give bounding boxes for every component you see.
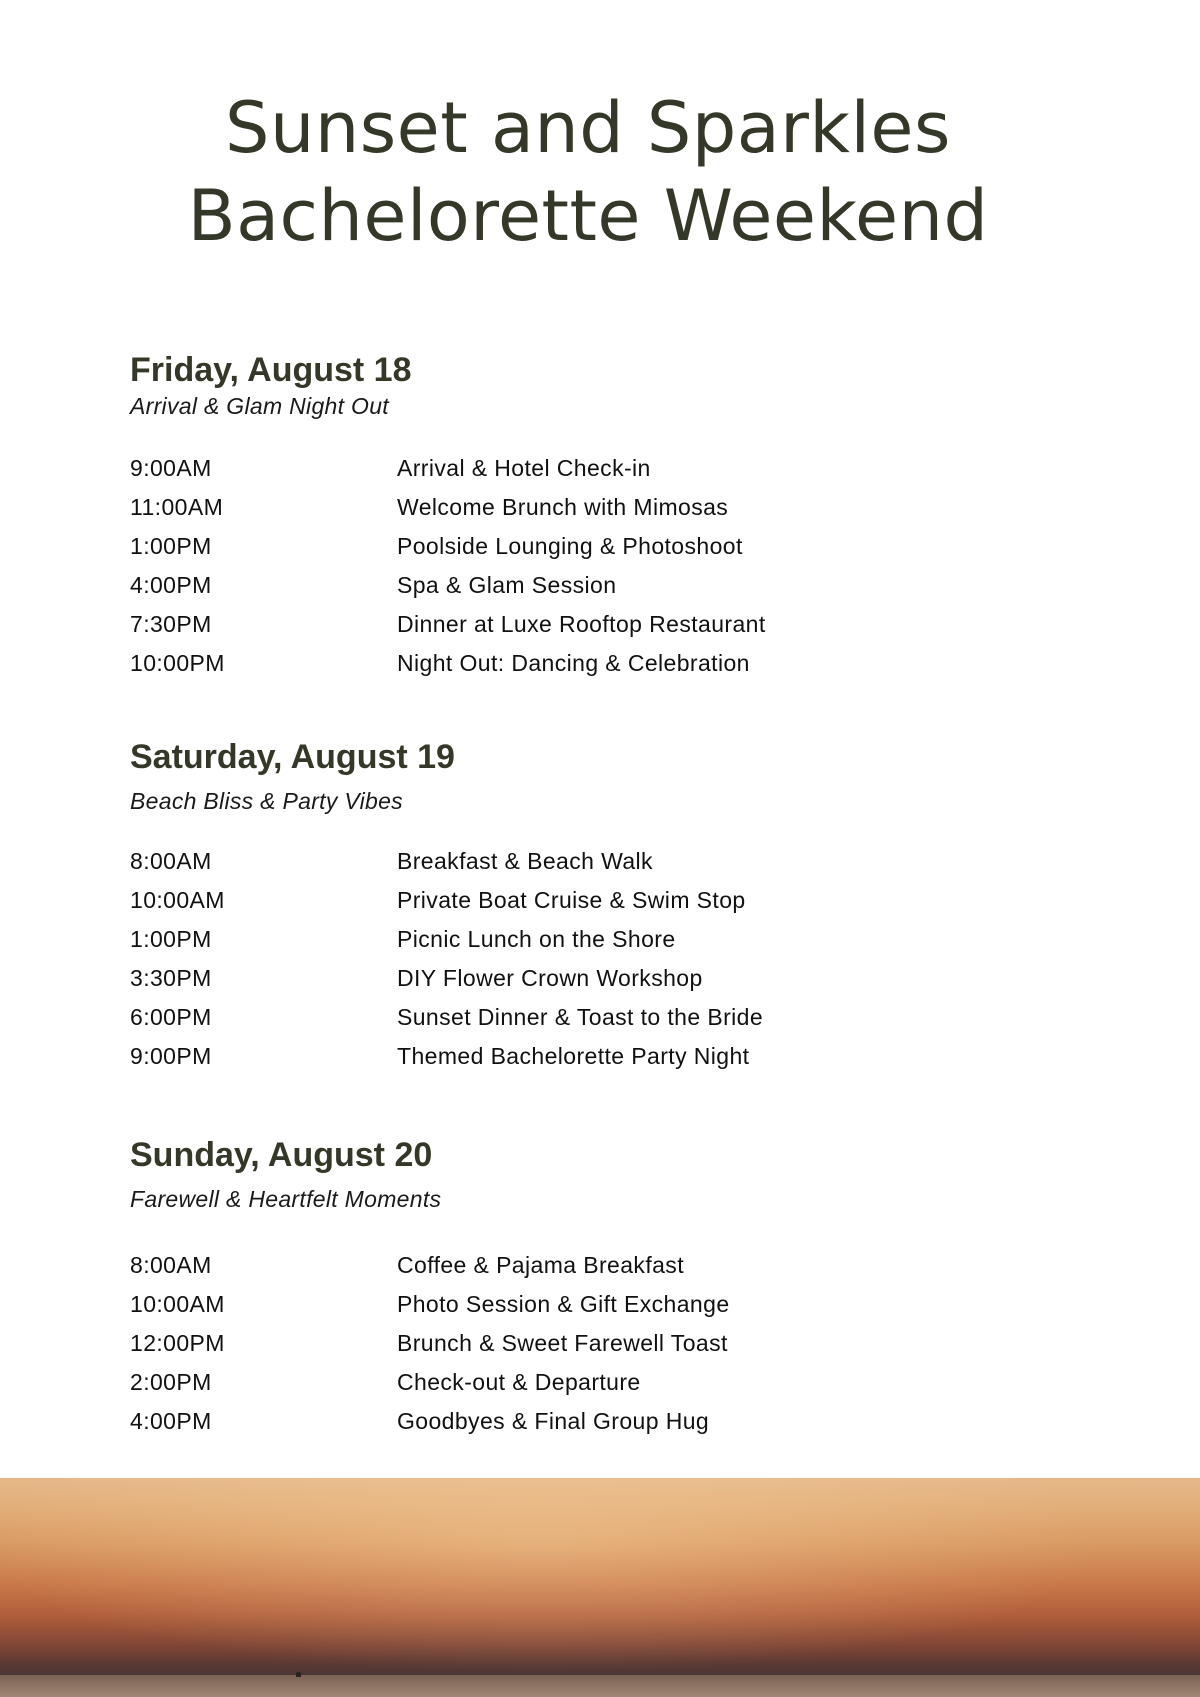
day-heading: Saturday, August 19 xyxy=(130,738,455,776)
event-time: 10:00AM xyxy=(130,887,225,913)
schedule-row xyxy=(130,1285,1030,1324)
event-activity: Brunch & Sweet Farewell Toast xyxy=(397,1330,728,1356)
schedule-row xyxy=(130,998,1030,1037)
event-activity: Arrival & Hotel Check-in xyxy=(397,455,651,481)
schedule-row xyxy=(130,605,1030,644)
event-activity: Sunset Dinner & Toast to the Bride xyxy=(397,1004,764,1030)
schedule-list xyxy=(130,842,1030,1076)
document-title xyxy=(0,84,1176,260)
day-subtitle: Beach Bliss & Party Vibes xyxy=(130,788,403,814)
sky-glow xyxy=(0,1478,1200,1697)
event-time: 10:00PM xyxy=(130,650,225,676)
event-time: 11:00AM xyxy=(130,494,224,520)
schedule-row xyxy=(130,881,1030,920)
sea-surface xyxy=(0,1675,1200,1697)
schedule-row xyxy=(130,1246,1030,1285)
title-line-1: Sunset and Sparkles xyxy=(225,87,951,169)
day-section-friday xyxy=(130,350,1030,683)
schedule-list xyxy=(130,449,1030,683)
schedule-row xyxy=(130,959,1030,998)
event-time: 10:00AM xyxy=(130,1291,225,1317)
event-time: 1:00PM xyxy=(130,533,212,559)
event-time: 4:00PM xyxy=(130,572,212,598)
event-time: 12:00PM xyxy=(130,1330,225,1356)
event-activity: Picnic Lunch on the Shore xyxy=(397,926,676,952)
event-activity: Poolside Lounging & Photoshoot xyxy=(397,533,743,559)
event-activity: Welcome Brunch with Mimosas xyxy=(397,494,729,520)
schedule-row xyxy=(130,1324,1030,1363)
schedule-row xyxy=(130,488,1030,527)
event-activity: Night Out: Dancing & Celebration xyxy=(397,650,750,676)
event-activity: DIY Flower Crown Workshop xyxy=(397,965,703,991)
event-activity: Check-out & Departure xyxy=(397,1369,641,1395)
schedule-row xyxy=(130,527,1030,566)
day-subtitle: Arrival & Glam Night Out xyxy=(130,393,389,419)
schedule-row xyxy=(130,449,1030,488)
day-heading: Sunday, August 20 xyxy=(130,1136,433,1174)
schedule-row xyxy=(130,842,1030,881)
event-activity: Goodbyes & Final Group Hug xyxy=(397,1408,710,1434)
schedule-row xyxy=(130,566,1030,605)
event-time: 4:00PM xyxy=(130,1408,212,1434)
event-time: 8:00AM xyxy=(130,848,212,874)
day-subtitle: Farewell & Heartfelt Moments xyxy=(130,1186,442,1212)
event-time: 8:00AM xyxy=(130,1252,212,1278)
title-line-2: Bachelorette Weekend xyxy=(187,175,989,257)
event-activity: Spa & Glam Session xyxy=(397,572,617,598)
event-time: 2:00PM xyxy=(130,1369,212,1395)
day-heading: Friday, August 18 xyxy=(130,351,412,389)
schedule-list xyxy=(130,1246,1030,1441)
day-section-saturday xyxy=(130,737,1030,1076)
event-activity: Breakfast & Beach Walk xyxy=(397,848,653,874)
schedule-row xyxy=(130,920,1030,959)
schedule-row xyxy=(130,644,1030,683)
schedule-row xyxy=(130,1037,1030,1076)
event-time: 1:00PM xyxy=(130,926,212,952)
event-activity: Dinner at Luxe Rooftop Restaurant xyxy=(397,611,766,637)
event-activity: Coffee & Pajama Breakfast xyxy=(397,1252,684,1278)
event-activity: Photo Session & Gift Exchange xyxy=(397,1291,730,1317)
event-time: 9:00AM xyxy=(130,455,212,481)
event-time: 7:30PM xyxy=(130,611,212,637)
schedule-row xyxy=(130,1402,1030,1441)
schedule-row xyxy=(130,1363,1030,1402)
day-section-sunday xyxy=(130,1135,1030,1441)
event-activity: Themed Bachelorette Party Night xyxy=(397,1043,750,1069)
sunset-over-sea-photo xyxy=(0,1478,1200,1697)
event-activity: Private Boat Cruise & Swim Stop xyxy=(397,887,746,913)
event-time: 6:00PM xyxy=(130,1004,212,1030)
event-time: 3:30PM xyxy=(130,965,212,991)
event-time: 9:00PM xyxy=(130,1043,212,1069)
distant-boat-icon xyxy=(296,1672,301,1677)
